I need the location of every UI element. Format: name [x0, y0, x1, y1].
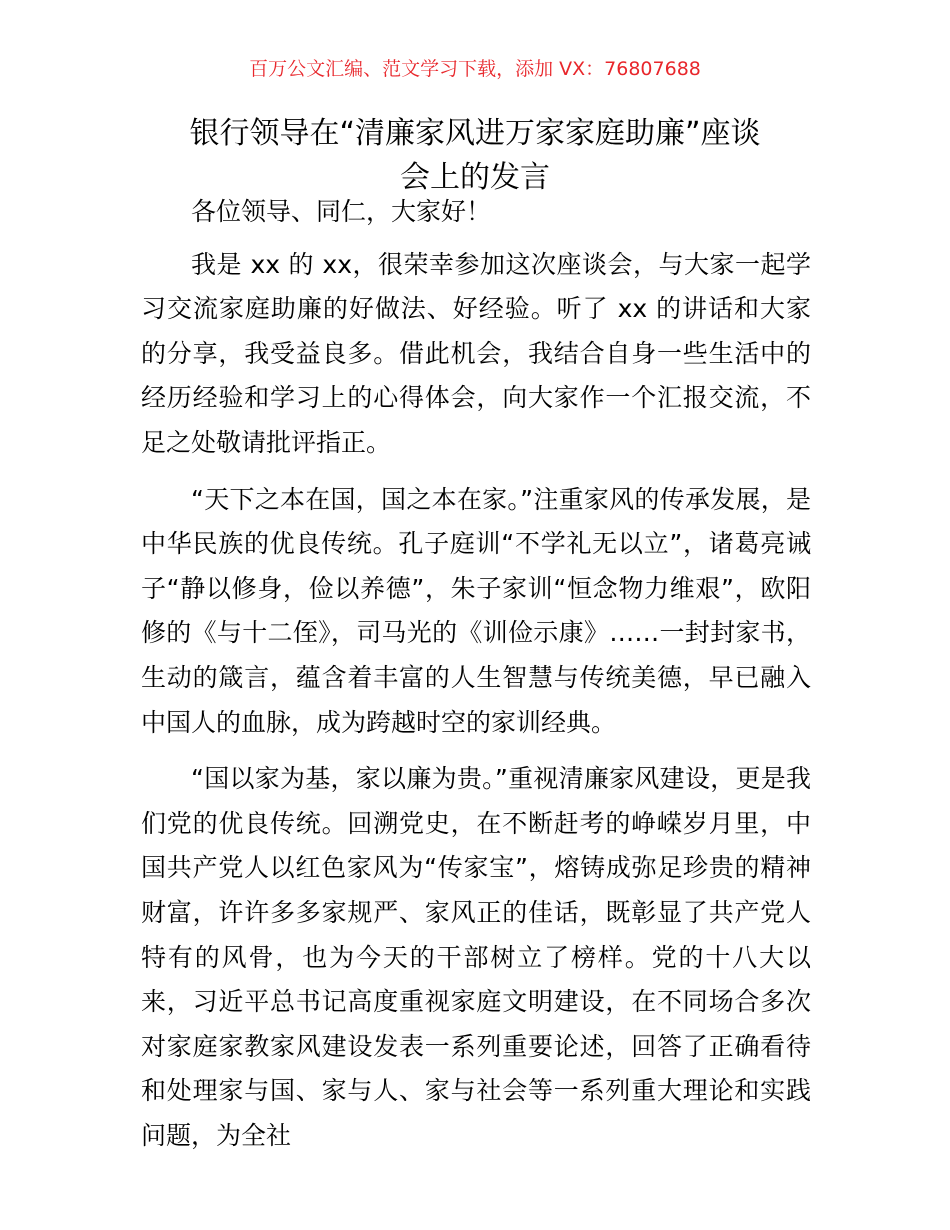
document-title [130, 112, 820, 200]
title-line-1: 银行领导在“清廉家风进万家家庭助廉”座谈 [189, 116, 761, 151]
paragraph-3: “国以家为基，家以廉为贵。”重视清廉家风建设，更是我们党的优良传统。回溯党史，在不断赶考的峥嵘岁月里，中国共产党人以红色家风为“传家宝”，熔铸成弥足珍贵的精神财富，许许多多家规严、家风正的佳话，既彰显了共产党人特有的风骨，也为今天的干部树立了榜样。党的十八大以来，习近平总书记高度重视家庭文明建设，在不同场合多次对家庭家教家风建设发表一系列重要论述，回答了正确看待和处理家与国、家与人、家与社会等一系列重大理论和实践问题，为全社 [141, 764, 811, 1150]
paragraph-2: “天下之本在国，国之本在家。”注重家风的传承发展，是中华民族的优良传统。孔子庭训“不学礼无以立”，诸葛亮诫子“静以修身，俭以养德”，朱子家训“恒念物力维艰”，欧阳修的《与十二侄》，司马光的《训俭示康》……一封封家书，生动的箴言，蕴含着丰富的人生智慧与传统美德，早已融入中国人的血脉，成为跨越时空的家训经典。 [141, 484, 811, 737]
title-line-2: 会上的发言 [400, 160, 550, 195]
salutation: 各位领导、同仁，大家好！ [191, 197, 492, 226]
header-banner: 百万公文汇编、范文学习下载，添加 VX：76807688 [249, 58, 701, 80]
paragraph-1: 我是 xx 的 xx，很荣幸参加这次座谈会，与大家一起学习交流家庭助廉的好做法、好经验。听了 xx 的讲话和大家的分享，我受益良多。借此机会，我结合自身一些生活中的经历经验和学习上的心得体会，向大家作一个汇报交流，不足之处敬请批评指正。 [141, 249, 811, 457]
document-body [141, 190, 811, 1158]
